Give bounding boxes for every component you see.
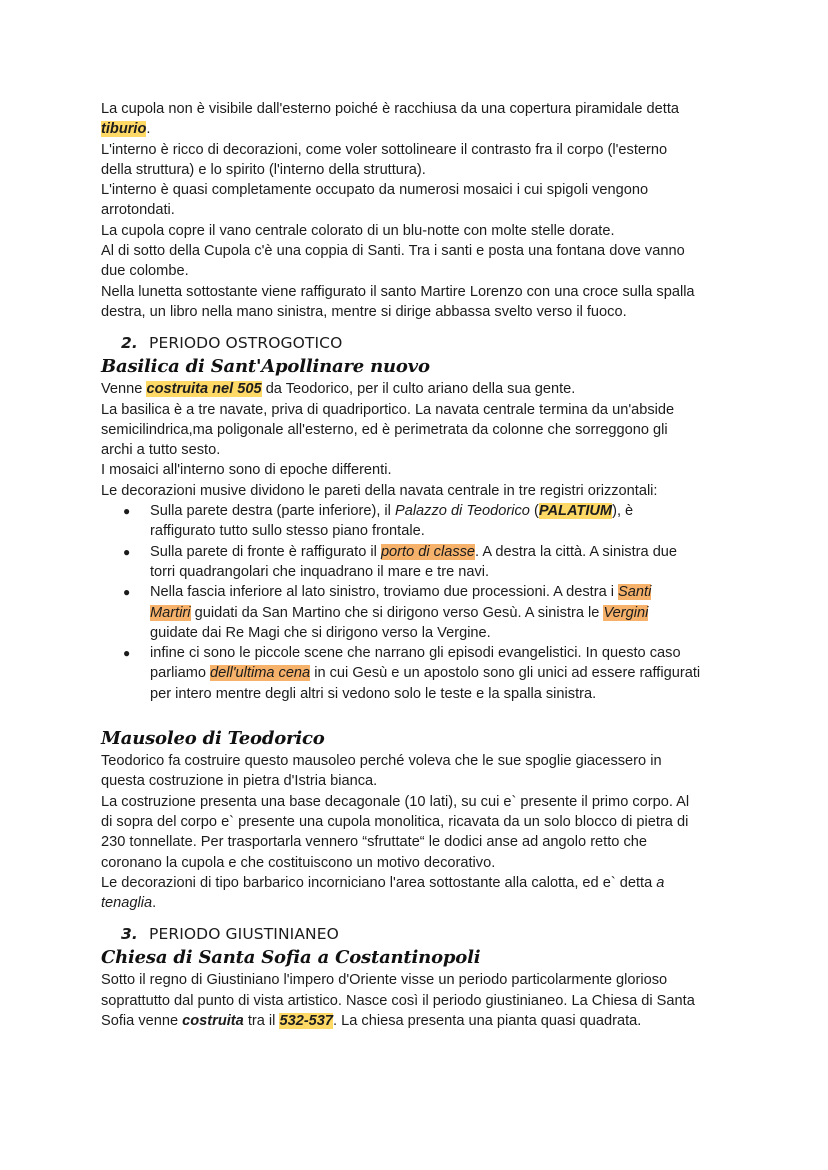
text-line: Venne costruita nel 505 da Teodorico, per il culto ariano della sua gente. bbox=[101, 381, 576, 398]
list-item: ● Sulla parete destra (parte inferiore), il Palazzo di Teodorico (PALATIUM), è raffigurato tutto sullo stesso piano frontale. bbox=[123, 503, 634, 540]
text-line: L'interno è quasi completamente occupato da numerosi mosaici i cui spigoli vengono bbox=[101, 182, 649, 199]
text-line bbox=[101, 119, 741, 139]
text-line: arrotondati. bbox=[101, 202, 175, 219]
text-line: due colombe. bbox=[101, 263, 189, 280]
document-page bbox=[101, 99, 741, 1031]
mosaic-list bbox=[101, 501, 741, 704]
text-line: Le decorazioni musive dividono le pareti della navata centrale in tre registri orizzontali: bbox=[101, 482, 658, 499]
highlight-porto-di-classe: porto di classe bbox=[380, 543, 476, 560]
bullet-icon: ● bbox=[123, 646, 131, 661]
list-item: ● Sulla parete di fronte è raffigurato il porto di classe. A destra la città. A sinistra due torri quadrangolari che inquadrano il mare e tre navi. bbox=[123, 543, 678, 580]
text-line: di sopra del corpo e` presente una cupola monolitica, ricavata da un solo blocco di pietra di bbox=[101, 813, 689, 830]
text-line: Nella lunetta sottostante viene raffigurato il santo Martire Lorenzo con una croce sulla spalla bbox=[101, 283, 695, 300]
text-line: La costruzione presenta una base decagonale (10 lati), su cui e` presente il primo corpo. Al bbox=[101, 793, 690, 810]
text-line: Sotto il regno di Giustiniano l'impero d'Oriente visse un periodo particolarmente glorioso bbox=[101, 972, 668, 989]
intro-paragraph bbox=[101, 99, 741, 322]
highlight-532-537: 532-537 bbox=[279, 1012, 334, 1029]
text-fragment: . bbox=[146, 121, 151, 138]
list-item: ● Nella fascia inferiore al lato sinistro, troviamo due processioni. A destra i Santi Martiri guidati da San Martino che si dirigono verso Gesù. A sinistra le Vergini guidate dai Re Magi che si dirigono verso la Vergine. bbox=[123, 584, 652, 641]
bullet-icon: ● bbox=[123, 585, 131, 600]
highlight-tiburio: tiburio bbox=[101, 121, 147, 138]
mausoleo-title: Mausoleo di Teodorico bbox=[101, 728, 325, 750]
bullet-icon: ● bbox=[123, 544, 131, 559]
sofia-paragraph bbox=[101, 970, 741, 1031]
section-number: 3. bbox=[121, 925, 138, 944]
text-line: destra, un libro nella mano sinistra, mentre si dirige abbassa svelto verso il fuoco. bbox=[101, 303, 627, 320]
text-line: La cupola copre il vano centrale colorato di un blu-notte con molte stelle dorate. bbox=[101, 222, 615, 239]
text-line: 230 tonnellate. Per trasportarla vennero “sfruttate“ le dodici anse ad angolo retto che bbox=[101, 834, 647, 851]
text-line: Al di sotto della Cupola c'è una coppia di Santi. Tra i santi e posta una fontana dove vanno bbox=[101, 243, 685, 260]
basilica-paragraph bbox=[101, 379, 741, 501]
text-line: tenaglia. bbox=[101, 895, 157, 912]
mausoleo-paragraph bbox=[101, 751, 741, 913]
text-line: La cupola non è visibile dall'esterno poiché è racchiusa da una copertura piramidale detta bbox=[101, 101, 679, 117]
text-line: L'interno è ricco di decorazioni, come voler sottolineare il contrasto fra il corpo (l'esterno bbox=[101, 141, 668, 158]
text-line: coronano la cupola e che costituiscono un motivo decorativo. bbox=[101, 854, 496, 871]
highlight-costruita-505: costruita nel 505 bbox=[146, 381, 262, 398]
basilica-title: Basilica di Sant'Apollinare nuovo bbox=[101, 356, 430, 378]
list-item: ● infine ci sono le piccole scene che narrano gli episodi evangelistici. In questo caso parliamo dell'ultima cena in cui Gesù e un apostolo sono gli unici ad essere raffigurati per intero mentre degli altri si vedono solo le teste e la spalla sinistra. bbox=[123, 645, 701, 702]
highlight-palatium: PALATIUM bbox=[538, 503, 613, 520]
text-line: I mosaici all'interno sono di epoche differenti. bbox=[101, 462, 392, 479]
bullet-icon: ● bbox=[123, 504, 131, 519]
highlight-santi: Santi bbox=[618, 584, 652, 601]
text-line: questa costruzione in pietra d'Istria bianca. bbox=[101, 773, 378, 790]
section-heading-period-3 bbox=[121, 923, 741, 945]
text-line: soprattutto dal punto di vista artistico. Nasce così il periodo giustinianeo. La Chiesa di Santa bbox=[101, 992, 695, 1009]
highlight-martiri: Martiri bbox=[150, 604, 191, 621]
text-line: Sofia venne costruita tra il 532-537. La chiesa presenta una pianta quasi quadrata. bbox=[101, 1012, 642, 1029]
highlight-vergini: Vergini bbox=[603, 604, 649, 621]
text-line: semicilindrica,ma poligonale all'esterno, ed è perimetrata da colonne che sorreggono gli bbox=[101, 421, 668, 438]
text-line: Le decorazioni di tipo barbarico incorniciano l'area sottostante alla calotta, ed e` detta a bbox=[101, 874, 665, 891]
text-line: Teodorico fa costruire questo mausoleo perché voleva che le sue spoglie giacessero in bbox=[101, 753, 662, 770]
section-heading-period-2 bbox=[121, 332, 741, 354]
section-number: 2. bbox=[121, 334, 138, 353]
text-line: della struttura) e lo spirito (l'interno della struttura). bbox=[101, 161, 426, 178]
section-title: PERIODO GIUSTINIANEO bbox=[149, 925, 339, 944]
sofia-title: Chiesa di Santa Sofia a Costantinopoli bbox=[101, 947, 481, 969]
text-line: La basilica è a tre navate, priva di quadriportico. La navata centrale termina da un'abside bbox=[101, 401, 675, 418]
highlight-ultima-cena: dell'ultima cena bbox=[210, 665, 311, 682]
text-line: archi a tutto sesto. bbox=[101, 442, 221, 459]
section-title: PERIODO OSTROGOTICO bbox=[149, 334, 343, 353]
